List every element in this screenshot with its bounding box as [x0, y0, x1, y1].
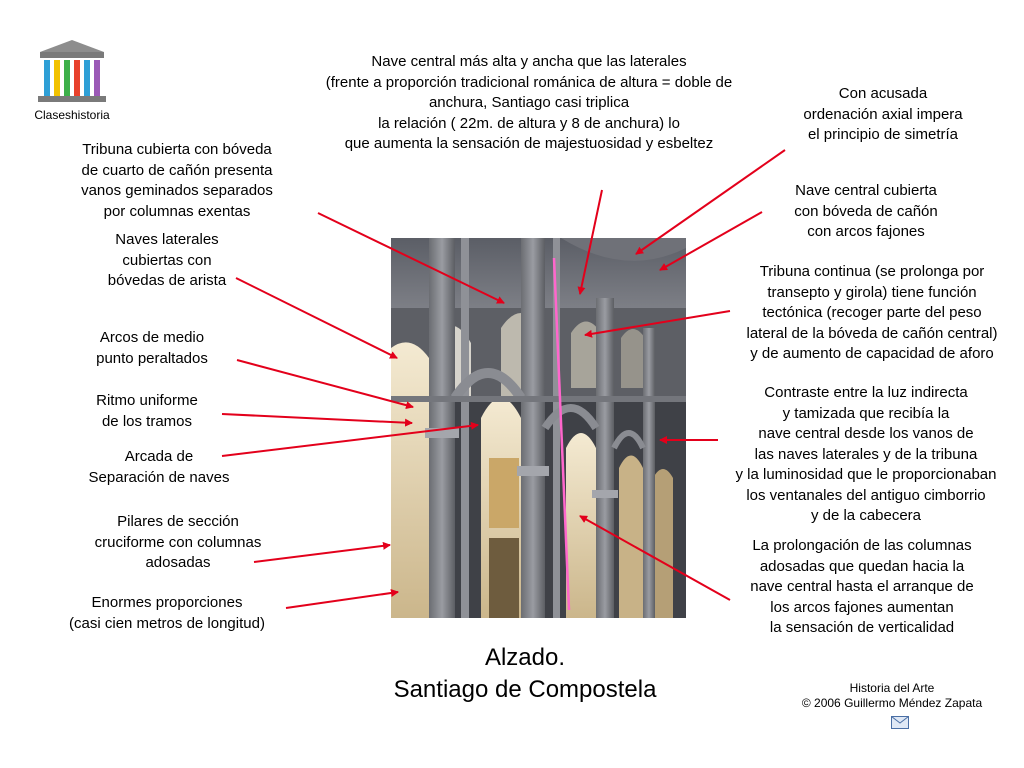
nave-photo: [391, 238, 686, 618]
note-pilares: Pilares de sección cruciforme con columnas adosadas: [94, 513, 262, 571]
note-arcos: Arcos de medio punto peraltados: [96, 329, 208, 367]
note-contraste: Contraste entre la luz indirecta y tamizada que recibía la nave central desde los vanos de las naves laterales y de la tribuna y la luminosidad que le proporcionaban los ventanales del antiguo cimborrio y de la cabecera: [735, 384, 997, 524]
greek-temple-icon[interactable]: [36, 38, 108, 104]
note-top-right: Con acusada ordenación axial impera el principio de simetría: [803, 85, 963, 143]
note-arcada: Arcada de Separación de naves: [88, 448, 230, 486]
note-tribuna-continua: Tribuna continua (se prolonga por transepto y girola) tiene función tectónica (recoger parte del peso lateral de la bóveda de cañón central) y de aumento de capacidad de aforo: [746, 263, 998, 362]
note-top-center: Nave central más alta y ancha que las laterales (frente a proporción tradicional románica de altura = doble de anchura, Santiago casi triplica la relación ( 22m. de altura y 8 de anchura) lo que aumenta la sensación de majestuosidad y esbeltez: [325, 53, 733, 152]
footer-credit: Historia del Arte © 2006 Guillermo Méndez Zapata: [801, 681, 983, 710]
note-enormes: Enormes proporciones (casi cien metros de longitud): [69, 594, 265, 632]
envelope-icon[interactable]: [891, 716, 909, 729]
note-prolongacion: La prolongación de las columnas adosadas que quedan hacia la nave central hasta el arranque de los arcos fajones aumentan la sensación de verticalidad: [750, 537, 974, 636]
slide-title: Alzado. Santiago de Compostela: [393, 644, 657, 703]
note-ritmo: Ritmo uniforme de los tramos: [96, 392, 198, 430]
note-tribuna-cubierta: Tribuna cubierta con bóveda de cuarto de cañón presenta vanos geminados separados por columnas exentas: [81, 141, 273, 220]
logo-label: Claseshistoria: [34, 108, 110, 122]
note-naves-laterales: Naves laterales cubiertas con bóvedas de arista: [107, 231, 227, 289]
note-nave-central: Nave central cubierta con bóveda de cañón con arcos fajones: [794, 182, 938, 240]
